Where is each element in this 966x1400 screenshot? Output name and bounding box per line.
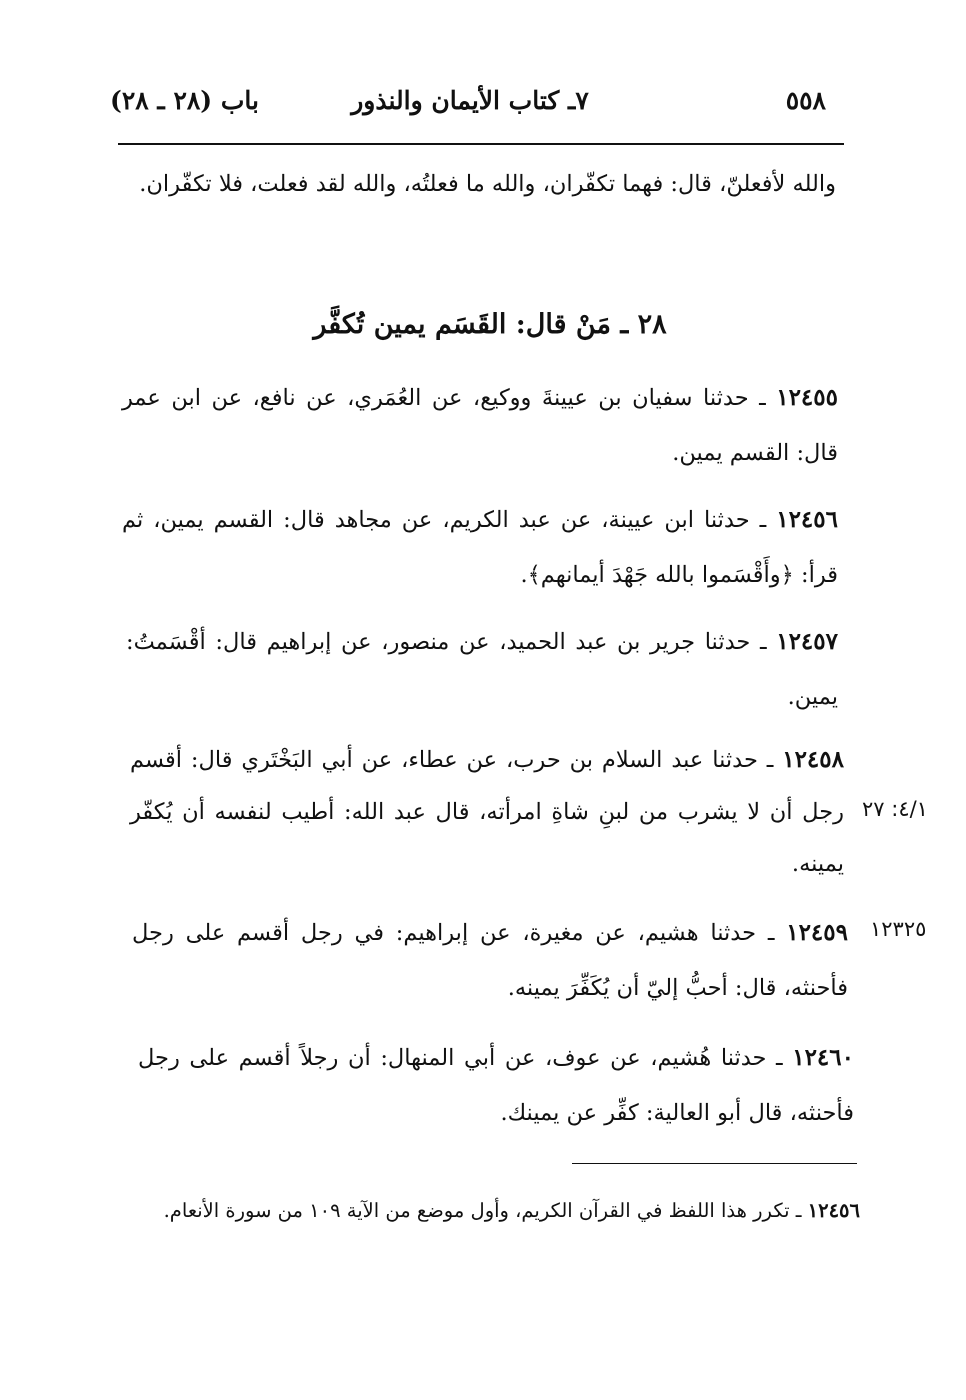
hadith-text: ـ حدثنا عبد السلام بن حرب، عن عطاء، عن أبي البَخْتَري قال: أقسم رجل أن لا يشرب من لبنِ شاةِ امرأته، قال عبد الله: أطيب لنفسه أن يُكفّر يمينه. [130,747,844,877]
footnote-text: ـ تكرر هذا اللفظ في القرآن الكريم، وأول موضع من الآية ١٠٩ من سورة الأنعام. [163,1199,808,1222]
hadith-number: ١٢٤٥٥ [776,384,838,411]
hadith-number: ١٢٤٥٨ [782,746,844,773]
hadith-text: ـ حدثنا جرير بن عبد الحميد، عن منصور، عن إبراهيم قال: أقْسَمتُ: يمين. [126,629,838,710]
hadith-12457 [126,614,838,725]
book-title: ٧ـ كتاب الأيمان والنذور [351,86,589,115]
section-heading: ٢٨ ـ مَنْ قال: القَسَم يمين تُكفَّر [313,309,667,340]
page-number: ٥٥٨ [785,86,826,115]
hadith-number: ١٢٤٦٠ [792,1044,854,1071]
hadith-12455 [122,370,838,481]
footnote-rule [572,1163,857,1164]
hadith-12460 [138,1030,854,1141]
hadith-12458 [130,734,844,890]
margin-reference: ١٢٣٢٥ [870,917,927,941]
hadith-number: ١٢٤٥٦ [776,506,838,533]
continuation-paragraph: والله لأفعلنّ، قال: فهما تكفّران، والله ما فعلتُه، والله لقد فعلت، فلا تكفّران. [139,171,836,197]
footnote [142,1188,860,1234]
margin-reference: ٤/١: ٢٧ [862,797,928,821]
hadith-text: ـ حدثنا هُشيم، عن عوف، عن أبي المنهال: أن رجلاً أقسم على رجل فأحنثه، قال أبو العالية: كفِّر عن يمينك. [138,1045,854,1126]
hadith-text: ـ حدثنا هشيم، عن مغيرة، عن إبراهيم: في رجل أقسم على رجل فأحنثه، قال: أحبُّ إليّ أن يُكَفِّرَ يمينه. [132,920,848,1001]
chapter-reference: باب (٢٨ ـ ٢٨) [110,86,259,115]
hadith-12456 [122,492,838,603]
hadith-text: ـ حدثنا سفيان بن عيينةَ ووكيع، عن العُمَري، عن نافع، عن ابن عمر قال: القسم يمين. [122,385,838,466]
footnote-number: ١٢٤٥٦ [807,1199,860,1222]
hadith-12459 [132,905,848,1016]
header-rule [118,143,844,145]
hadith-number: ١٢٤٥٧ [776,628,838,655]
hadith-text: ـ حدثنا ابن عيينة، عن عبد الكريم، عن مجاهد قال: القسم يمين، ثم قرأ: ﴿وأَقْسَموا بالله جَهْدَ أيمانهم﴾. [122,507,838,588]
hadith-number: ١٢٤٥٩ [786,919,848,946]
